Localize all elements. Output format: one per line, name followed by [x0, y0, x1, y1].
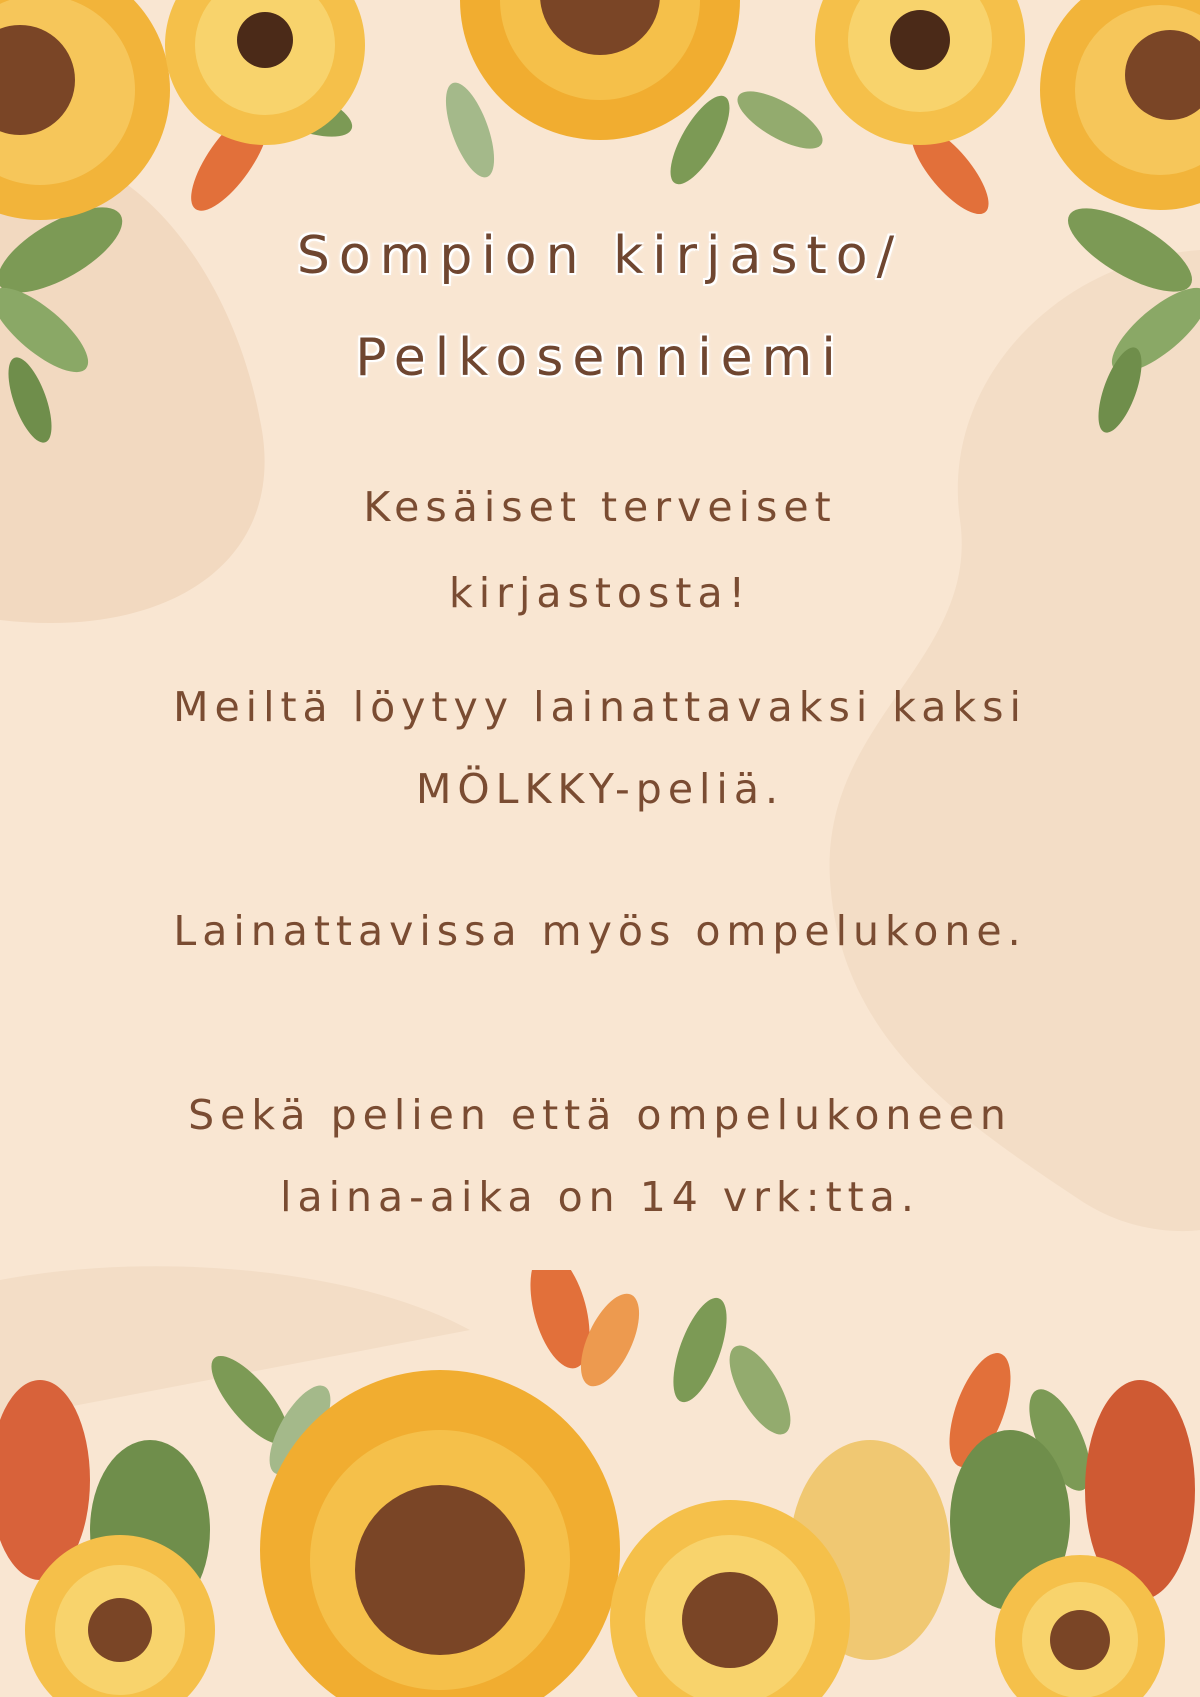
loan-period-line-1: Sekä pelien että ompelukoneen: [188, 1091, 1012, 1139]
page-title-line-2: Pelkosenniemi: [355, 328, 845, 388]
loan-period-line-2: laina-aika on 14 vrk:tta.: [280, 1173, 920, 1221]
greeting-line-1: Kesäiset terveiset: [363, 483, 837, 531]
sunflower-top-left: [0, 0, 170, 220]
greeting-line-2: kirjastosta!: [448, 569, 752, 617]
sewing-machine-line: Lainattavissa myös ompelukone.: [173, 907, 1027, 955]
sunflower-top-right: [1040, 0, 1200, 210]
molkky-line-1: Meiltä löytyy lainattavaksi kaksi: [173, 683, 1027, 731]
molkky-line-2: MÖLKKY-peliä.: [416, 765, 784, 813]
page-title-line-1: Sompion kirjasto/: [296, 226, 904, 286]
sunflower-top-4: [815, 0, 1025, 145]
bottom-sunflower-garland: [0, 1270, 1200, 1697]
